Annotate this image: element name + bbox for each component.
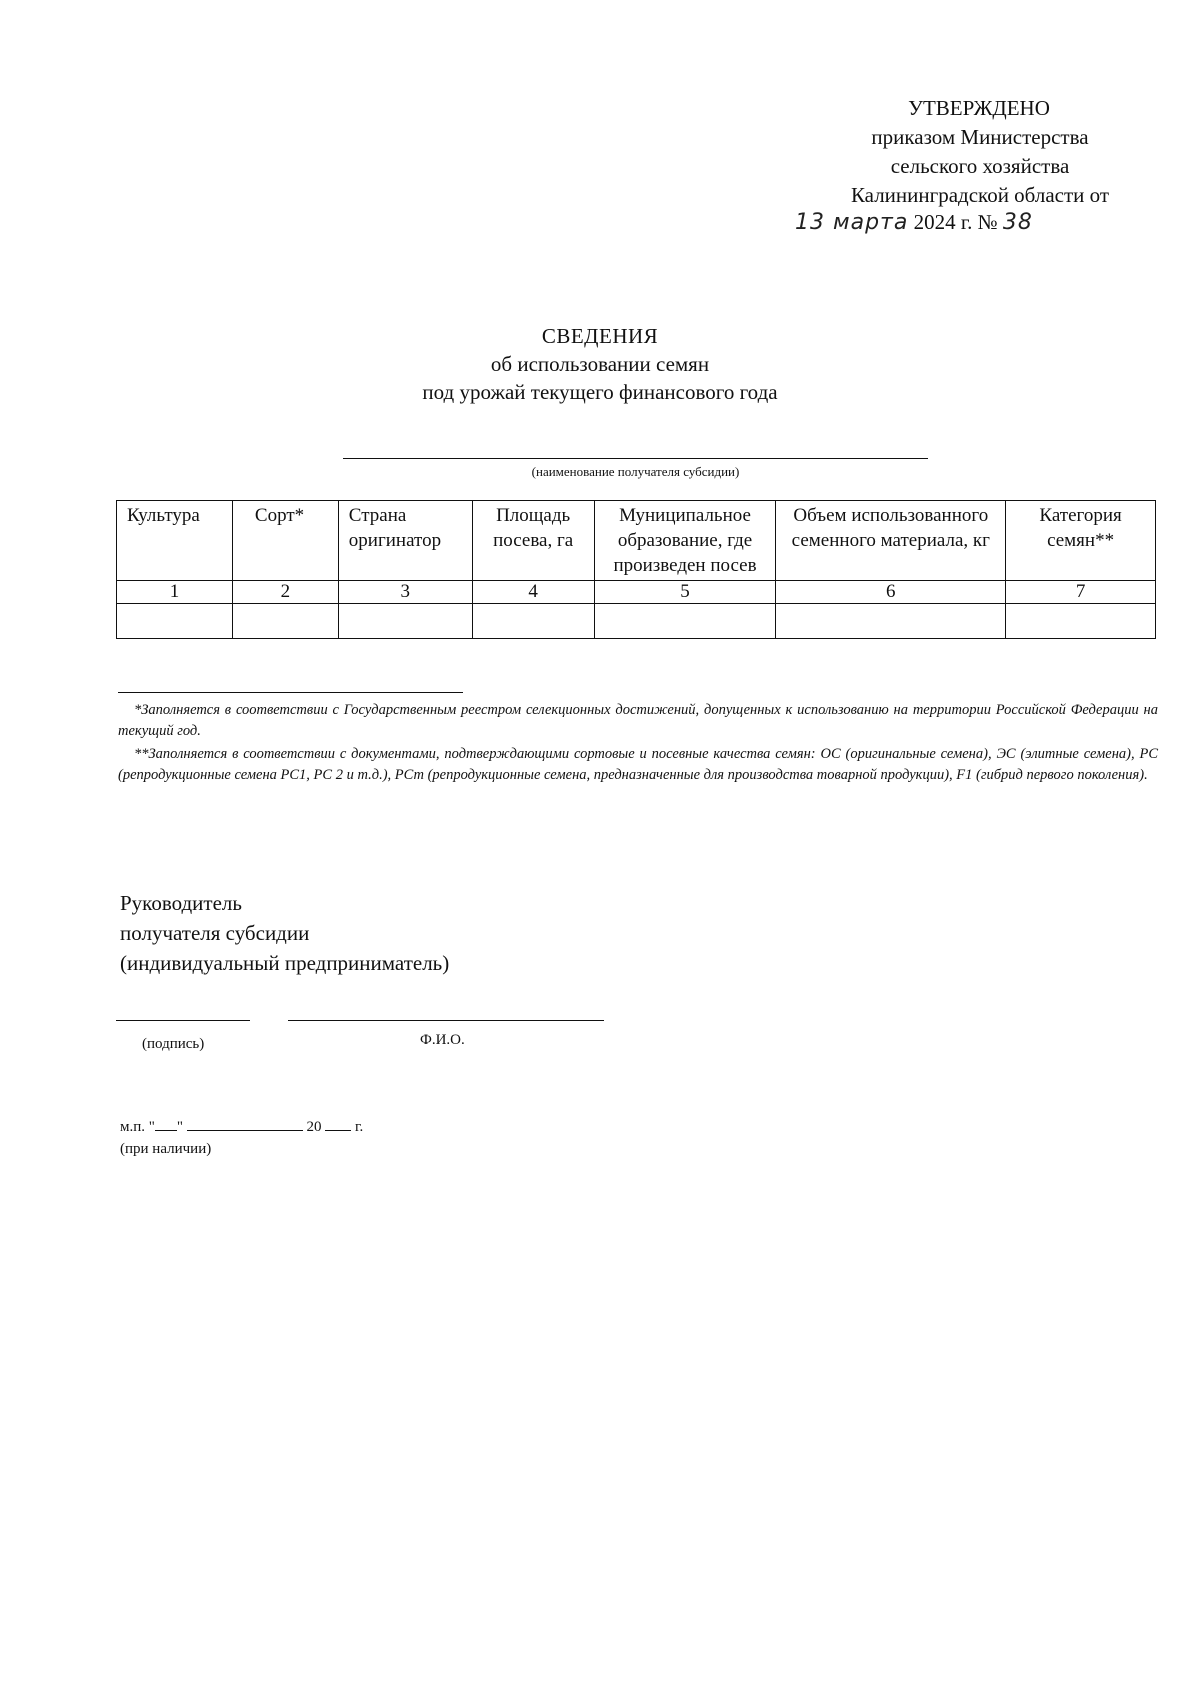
column-number: 6 (776, 581, 1006, 604)
full-name-caption: Ф.И.О. (420, 1032, 465, 1048)
approval-year: 2024 г. № (913, 210, 998, 234)
document-title-main: СВЕДЕНИЯ (541, 324, 659, 348)
head-line-3: (индивидуальный предприниматель) (120, 951, 450, 975)
head-line-1: Руководитель (120, 891, 242, 915)
header-country: Страна оригинатор (338, 501, 472, 581)
year-blank[interactable] (325, 1116, 351, 1131)
signature-caption: (подпись) (142, 1036, 205, 1052)
header-volume: Объем использованного семенного материала, кг (776, 501, 1006, 581)
recipient-name-line[interactable] (343, 458, 928, 459)
header-variety: Сорт* (232, 501, 338, 581)
header-culture: Культура (117, 501, 233, 581)
empty-cell[interactable] (232, 604, 338, 639)
month-blank[interactable] (187, 1116, 303, 1131)
stamp-note: (при наличии) (120, 1141, 212, 1157)
document-title-line-2: под урожай текущего финансового года (422, 380, 778, 404)
empty-cell[interactable] (338, 604, 472, 639)
approval-line-1: приказом Министерства (871, 125, 1089, 149)
year-prefix: 20 (306, 1119, 322, 1135)
table-header-row (117, 501, 1156, 581)
footnotes (118, 700, 1158, 788)
footnote-2: **Заполняется в соответствии с документами, подтверждающими сортовые и посевные качества семян: ОС (оригинальные семена), ЭС (элитные семена), РС (репродукционные семена РС1, РС 2 и т.д.), РСт (репродукционные семена, предназначенные для производства товарной продукции), F1 (гибрид первого поколения). (118, 746, 1158, 783)
header-municipality: Муниципальное образование, где произведен посев (594, 501, 776, 581)
stamp-date-line (120, 1116, 363, 1160)
column-number: 1 (117, 581, 233, 604)
empty-cell[interactable] (1006, 604, 1156, 639)
column-number: 4 (472, 581, 594, 604)
empty-cell[interactable] (117, 604, 233, 639)
recipient-caption: (наименование получателя субсидии) (531, 464, 740, 479)
document-title (0, 322, 1200, 406)
table-row (117, 604, 1156, 639)
empty-cell[interactable] (472, 604, 594, 639)
empty-cell[interactable] (594, 604, 776, 639)
full-name-line[interactable] (288, 1020, 604, 1021)
column-number: 3 (338, 581, 472, 604)
approval-line-3: Калининградской области от (850, 183, 1110, 207)
signature-line[interactable] (116, 1020, 250, 1021)
footnote-rule (118, 692, 463, 693)
head-block (120, 888, 449, 978)
day-blank[interactable] (155, 1116, 177, 1131)
column-number: 5 (594, 581, 776, 604)
approval-date-line (795, 210, 1033, 235)
approval-title: УТВЕРЖДЕНО (908, 96, 1050, 120)
empty-cell[interactable] (776, 604, 1006, 639)
column-number: 2 (232, 581, 338, 604)
header-category: Категория семян** (1006, 501, 1156, 581)
header-area: Площадь посева, га (472, 501, 594, 581)
table-number-row (117, 581, 1156, 604)
footnote-1: *Заполняется в соответствии с Государственным реестром селекционных достижений, допущенных к использованию на территории Российской Федерации на текущий год. (118, 702, 1158, 739)
stamp-quote-close: " (176, 1119, 184, 1135)
column-number: 7 (1006, 581, 1156, 604)
handwritten-number: 38 (1002, 210, 1033, 235)
stamp-prefix: м.п. " (120, 1119, 155, 1135)
head-line-2: получателя субсидии (120, 921, 310, 945)
seeds-table (116, 500, 1156, 639)
approval-block (780, 94, 1180, 210)
handwritten-date: 13 марта (795, 210, 909, 235)
document-title-line-1: об использовании семян (490, 352, 710, 376)
approval-line-2: сельского хозяйства (890, 154, 1070, 178)
year-suffix: г. (355, 1119, 364, 1135)
